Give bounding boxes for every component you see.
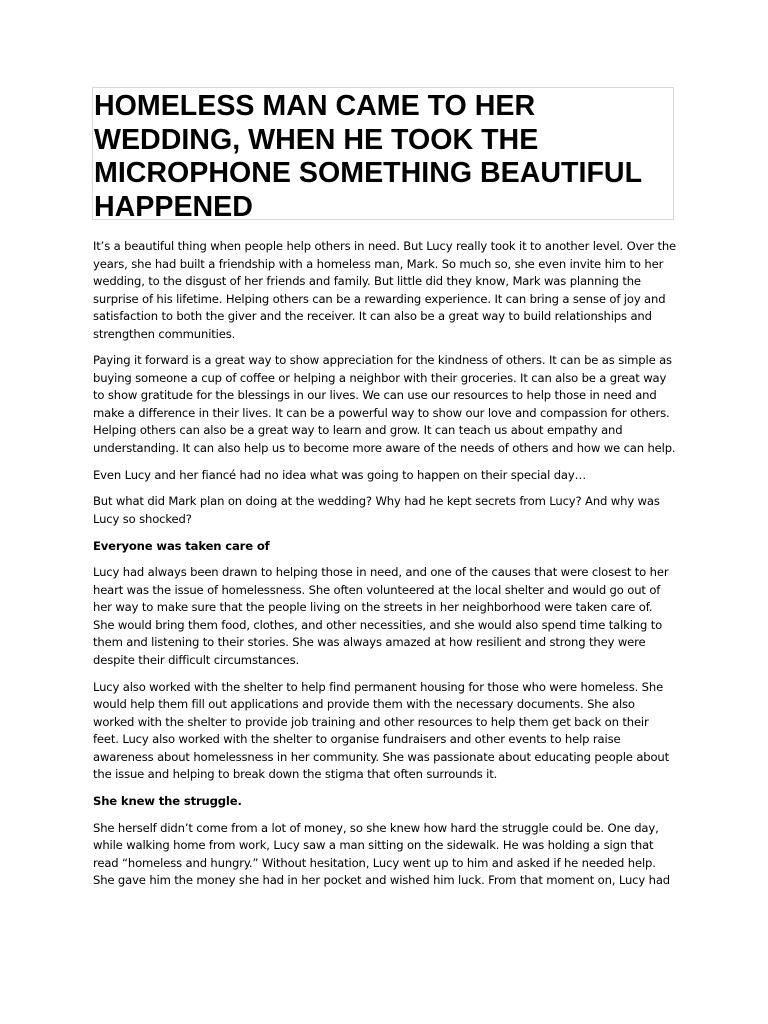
article-body bbox=[93, 238, 677, 899]
paragraph: She herself didn’t come from a lot of money, so she knew how hard the struggle could be. One day, while walking home from work, Lucy saw a man sitting on the sidewalk. He was holding a sign that read “homeless and hungry.” Without hesitation, Lucy went up to him and asked if he needed help. She gave him the money she had in her pocket and wished him luck. From that moment on, Lucy had bbox=[93, 820, 670, 888]
paragraph: Paying it forward is a great way to show appreciation for the kindness of others. It can be as simple as buying someone a cup of coffee or helping a neighbor with their groceries. It can also be a great way to show gratitude for the blessings in our lives. We can use our resources to help those in need and make a difference in their lives. It can be a powerful way to show our love and compassion for others. Helping others can also be a great way to learn and grow. It can teach us about empathy and understanding. It can also help us to become more aware of the needs of others and how we can help. bbox=[93, 353, 676, 455]
section-heading: Everyone was taken care of bbox=[93, 538, 270, 553]
section-heading: She knew the struggle. bbox=[93, 794, 242, 809]
article-title: HOMELESS MAN CAME TO HER WEDDING, WHEN HE TOOK THE MICROPHONE SOMETHING BEAUTIFUL HAPPENED bbox=[94, 90, 642, 223]
title-box bbox=[92, 87, 674, 223]
paragraph: But what did Mark plan on doing at the wedding? Why had he kept secrets from Lucy? And why was Lucy so shocked? bbox=[93, 494, 660, 526]
paragraph: Lucy had always been drawn to helping those in need, and one of the causes that were closest to her heart was the issue of homelessness. She often volunteered at the local shelter and would go out of her way to make sure that the people living on the streets in her neighborhood were taken care of. She would bring them food, clothes, and other necessities, and she would also spend time talking to them and listening to their stories. She was always amazed at how resilient and strong they were despite their difficult circumstances. bbox=[93, 565, 669, 667]
paragraph: Lucy also worked with the shelter to help find permanent housing for those who were homeless. She would help them fill out applications and provide them with the necessary documents. She also worked with the shelter to provide job training and other resources to help them get back on their feet. Lucy also worked with the shelter to organise fundraisers and other events to help raise awareness about homelessness in her community. She was passionate about educating people about the issue and helping to break down the stigma that often surrounds it. bbox=[93, 679, 670, 782]
paragraph: It’s a beautiful thing when people help others in need. But Lucy really took it to another level. Over the years, she had built a friendship with a homeless man, Mark. So much so, she even invite him to her wedding, to the disgust of her friends and family. But little did they know, Mark was planning the surprise of his lifetime. Helping others can be a rewarding experience. It can bring a sense of joy and satisfaction to both the giver and the receiver. It can also be a great way to build relationships and strengthen communities. bbox=[93, 239, 677, 341]
paragraph: Even Lucy and her fiancé had no idea what was going to happen on their special day… bbox=[93, 467, 587, 482]
